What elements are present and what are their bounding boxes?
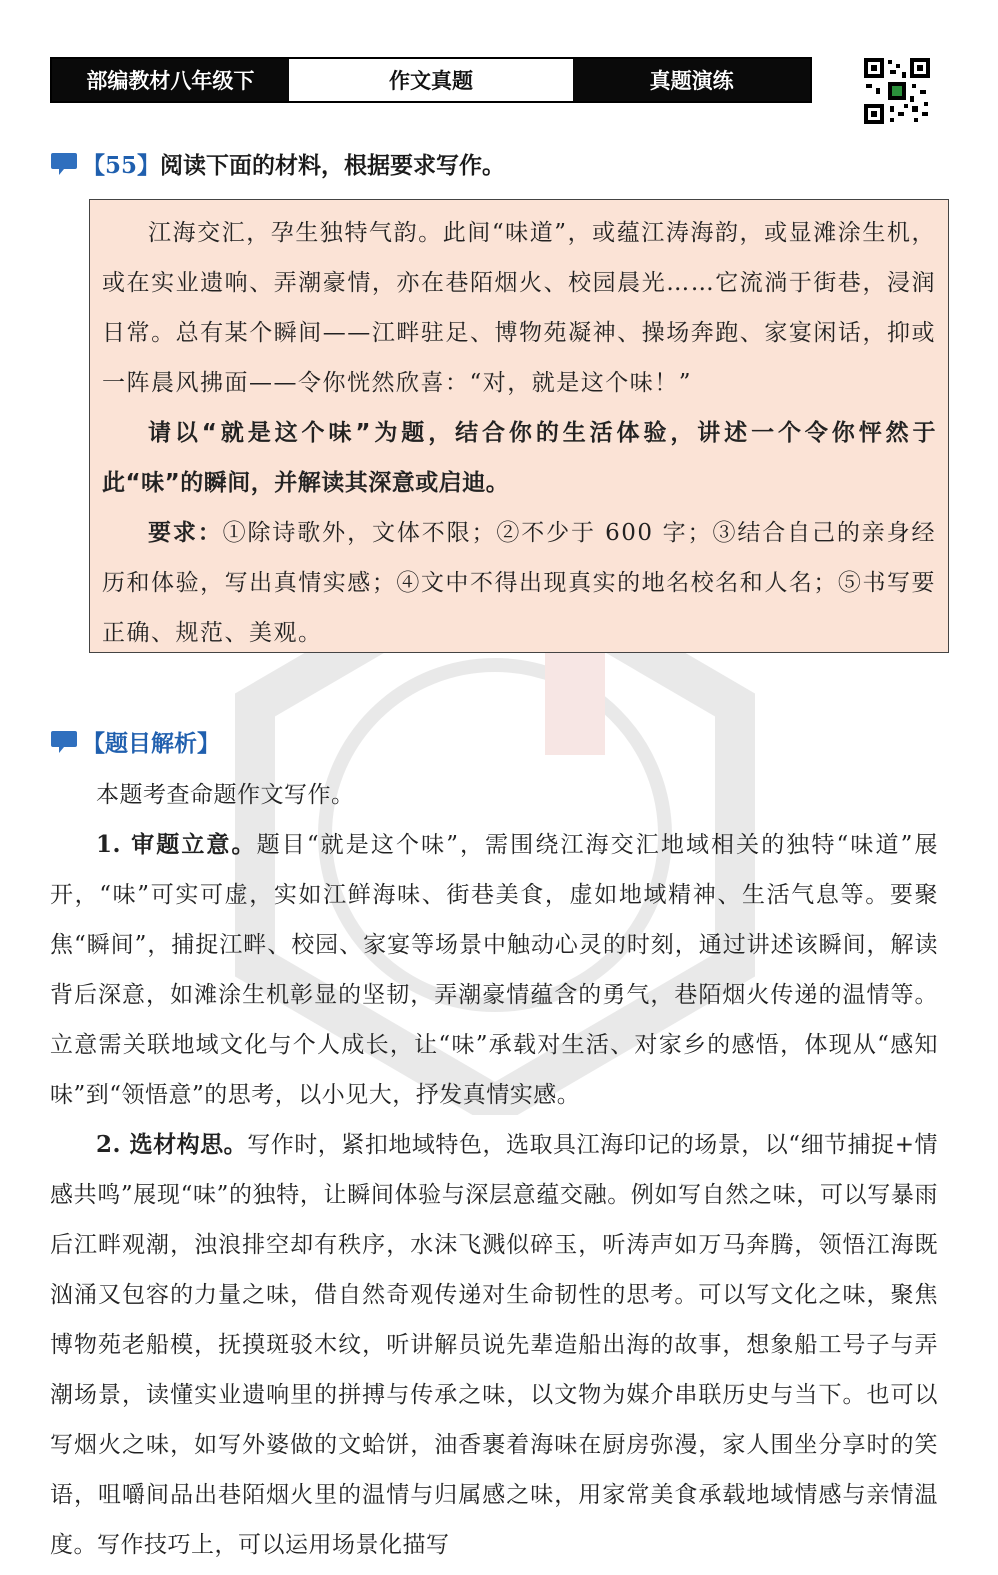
point-2-text: 写作时，紧扣地域特色，选取具江海印记的场景，以“细节捕捉+情感共鸣”展现“味”的独特，让瞬间体验与深层意蕴交融。例如写自然之味，可以写暴雨后江畔观潮，浊浪排空却有秩序，水沫飞溅似碎玉，听涛声如万马奔腾，领悟江海既汹涌又包容的力量之味，借自然奇观传递对生命韧性的思考。可以写文化之味，聚焦博物苑老船模，抚摸斑驳木纹，听讲解员说先辈造船出海的故事，想象船工号子与弄潮场景，读懂实业遗响里的拼搏与传承之味，以文物为媒介串联历史与当下。也可以写烟火之味，如写外婆做的文蛤饼，油香裹着海味在厨房弥漫，家人围坐分享时的笑语，咀嚼间品出巷陌烟火里的温情与归属感之味，用家常美食承载地域情感与亲情温度。写作技巧上，可以运用场景化描写 xyxy=(50,1132,938,1558)
header-bar xyxy=(50,57,812,103)
material-box xyxy=(89,199,949,653)
requirements-label: 要求： xyxy=(148,519,223,546)
speech-bubble-icon xyxy=(50,151,78,177)
material-prompt: 请以“就是这个味”为题，结合你的生活体验，讲述一个令你怦然于此“味”的瞬间，并解读其深意或启迪。 xyxy=(102,420,936,496)
analysis-title: 【题目解析】 xyxy=(82,730,220,757)
header-topic-label: 作文真题 xyxy=(289,59,574,101)
analysis-body xyxy=(50,770,938,1570)
point-1-text: 题目“就是这个味”，需围绕江海交汇地域相关的独特“味道”展开，“味”可实可虚，实如江鲜海味、街巷美食，虚如地域精神、生活气息等。要聚焦“瞬间”，捕捉江畔、校园、家宴等场景中触动心灵的时刻，通过讲述该瞬间，解读背后深意，如滩涂生机彰显的坚韧，弄潮豪情蕴含的勇气，巷陌烟火传递的温情等。立意需关联地域文化与个人成长，让“味”承载对生活、对家乡的感悟，体现从“感知味”到“领悟意”的思考，以小见大，抒发真情实感。 xyxy=(50,832,938,1108)
analysis-intro: 本题考查命题作文写作。 xyxy=(96,782,355,808)
question-number: 【55】 xyxy=(82,152,161,179)
material-requirements xyxy=(102,508,936,658)
point-2-label: 2. 选材构思。 xyxy=(96,1131,248,1158)
point-1-label: 1. 审题立意。 xyxy=(96,831,257,858)
qr-code-icon xyxy=(862,56,932,126)
requirements-text: ①除诗歌外，文体不限；②不少于 600 字；③结合自己的亲身经历和体验，写出真情实感；④文中不得出现真实的地名校名和人名；⑤书写要正确、规范、美观。 xyxy=(102,520,937,646)
material-paragraph: 江海交汇，孕生独特气韵。此间“味道”，或蕴江涛海韵，或显滩涂生机，或在实业遗响、弄潮豪情，亦在巷陌烟火、校园晨光……它流淌于街巷，浸润日常。总有某个瞬间——江畔驻足、博物苑凝神、操场奔跑、家宴闲话，抑或一阵晨风拂面——令你恍然欣喜：“对，就是这个味！” xyxy=(102,220,936,396)
header-practice-label: 真题演练 xyxy=(573,59,810,101)
speech-bubble-icon xyxy=(50,729,78,755)
question-heading xyxy=(50,147,505,180)
analysis-heading xyxy=(50,725,220,758)
question-title: 阅读下面的材料，根据要求写作。 xyxy=(160,152,506,179)
header-grade-label: 部编教材八年级下 xyxy=(52,59,289,101)
analysis-point-1 xyxy=(50,820,938,1120)
analysis-point-2 xyxy=(50,1120,938,1570)
